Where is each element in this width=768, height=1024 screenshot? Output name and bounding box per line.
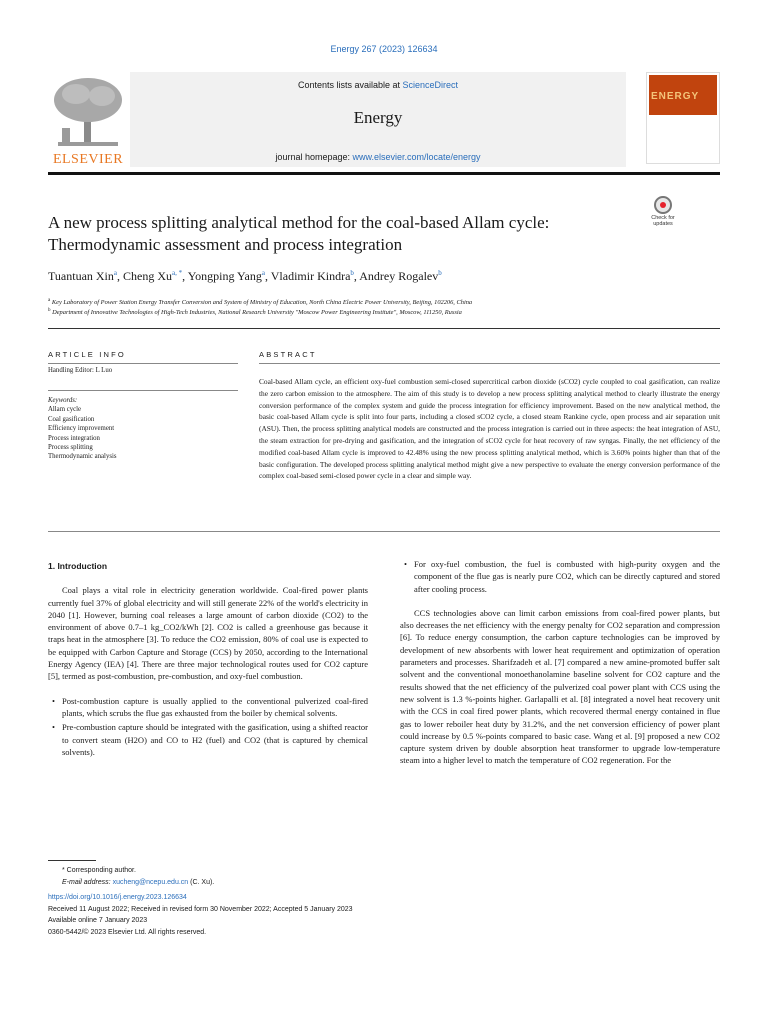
- paragraph: Coal plays a vital role in electricity generation worldwide. Coal-fired power plants currently fuel 37% of global electricity and will still generate 22% of the world's electricity in 2040 [1]. However, burning coal releases a large amount of carbon dioxide (CO2) to the environment of above 0.7–1 kg_CO2/kWh [2]. CO2 is called a greenhouse gas because it traps heat in the atmosphere [3]. To reduce the CO2 emission, 80% of coal use is expected to be equipped with Carbon Capture and Storage (CCS) by 2050, according to the International Energy Agency (IEA) [4]. There are three major technological routes used for CO2 capture [5], termed as post-combustion, pre-combustion, and oxy-fuel combustion.: [48, 585, 368, 682]
- email-link[interactable]: xucheng@ncepu.edu.cn: [112, 878, 189, 886]
- received-dates: Received 11 August 2022; Received in revised form 30 November 2022; Accepted 5 January 2023: [48, 905, 353, 913]
- tree-icon: [48, 72, 128, 152]
- article-info-divider: [48, 363, 238, 364]
- bullet-list: [48, 695, 368, 758]
- keyword: Process splitting: [48, 444, 93, 452]
- author-affil-mark[interactable]: b: [350, 269, 354, 277]
- abstract-bottom-divider: [48, 531, 720, 532]
- copyright: 0360-5442/© 2023 Elsevier Ltd. All rights reserved.: [48, 928, 207, 936]
- author-affil-mark[interactable]: a: [261, 269, 265, 277]
- affiliation: [48, 306, 720, 317]
- corresponding-author-note: * Corresponding author.: [62, 867, 136, 874]
- journal-info-box: [130, 72, 626, 167]
- doi-link[interactable]: https://doi.org/10.1016/j.energy.2023.126634: [48, 894, 187, 902]
- footnote-divider: [48, 860, 96, 861]
- author-name[interactable]: Andrey Rogalev: [359, 269, 439, 283]
- check-for-updates-button[interactable]: [648, 196, 678, 232]
- contents-prefix: Contents lists available at: [297, 80, 403, 90]
- journal-name: Energy: [353, 108, 403, 127]
- author-affil-mark[interactable]: b: [438, 269, 442, 277]
- bullet-item: • Pre-combustion capture should be integrated with the gasification, using a shifted reactor to convert steam (H2O) and CO to H2 (fuel) and CO2 (that is captured by chemical solvents).: [48, 721, 368, 758]
- abstract-divider: [259, 363, 720, 364]
- homepage-prefix: journal homepage:: [275, 152, 353, 162]
- check-updates-label: Check for updates: [651, 215, 675, 227]
- email-line: [48, 877, 720, 889]
- contents-line: [130, 80, 626, 90]
- affiliation-mark: b: [48, 308, 51, 313]
- article-info: [48, 366, 238, 381]
- cover-title: ENERGY: [651, 91, 700, 102]
- journal-header: [48, 72, 720, 170]
- author-affil-mark[interactable]: a: [113, 269, 118, 277]
- affiliation-text: Department of Innovative Technologies of High-Tech Industries, National Research University "Moscow Power Engineering Institute", Moscow, 111250, Russia: [52, 309, 462, 317]
- elsevier-wordmark: ELSEVIER: [52, 152, 124, 167]
- abstract-heading: ABSTRACT: [259, 350, 317, 359]
- email-suffix: (C. Xu).: [188, 878, 215, 886]
- author-affil-mark[interactable]: a, *: [172, 269, 183, 277]
- bullet-item: • Post-combustion capture is usually applied to the conventional pulverized coal-fired plants, which scrubs the flue gas exhausted from the boiler by chemical solvents.: [48, 695, 368, 720]
- article-title: A new process splitting analytical method for the coal-based Allam cycle: Thermodynamic assessment and process integration: [48, 213, 550, 254]
- journal-cover-thumbnail[interactable]: [646, 72, 720, 164]
- body-column-right: [400, 558, 720, 779]
- handling-editor: Handling Editor: L Luo: [48, 367, 113, 374]
- check-updates-icon: [654, 196, 672, 214]
- bullet-item: • For oxy-fuel combustion, the fuel is combusted with high-purity oxygen and the component of the flue gas is nearly pure CO2, which can be directly captured and stored after cooling process.: [400, 558, 720, 595]
- keywords-label: Keywords:: [48, 397, 78, 404]
- affiliation-text: Key Laboratory of Power Station Energy Transfer Conversion and System of Ministry of Education, North China Electric Power University, Beijing, 102206, China: [51, 299, 473, 307]
- keywords-divider: [48, 390, 238, 391]
- author-list: Tuantuan Xin$^a$, Cheng $Xu^{a, *}$, Yongping Yang$^a$, Vladimir Kindra$^b$, Andrey Rogalev$^b$: [48, 269, 442, 283]
- section-heading: 1. Introduction: [48, 561, 108, 571]
- keyword: Coal gasification: [48, 415, 95, 423]
- keyword: Process integration: [48, 434, 100, 442]
- email-label: E-mail address:: [62, 878, 113, 886]
- keyword: Thermodynamic analysis: [48, 453, 117, 461]
- sciencedirect-link[interactable]: ScienceDirect: [402, 80, 459, 90]
- keyword: Allam cycle: [48, 406, 82, 414]
- homepage-link[interactable]: www.elsevier.com/locate/energy: [352, 152, 481, 162]
- journal-reference[interactable]: Energy 267 (2023) 126634: [330, 44, 438, 54]
- section-divider: [48, 328, 720, 329]
- author-name[interactable]: Cheng Xu: [123, 269, 173, 283]
- author-name[interactable]: Yongping Yang: [187, 269, 262, 283]
- body-column-left: [48, 558, 368, 770]
- keyword: Efficiency improvement: [48, 425, 115, 433]
- author-name[interactable]: Vladimir Kindra: [270, 269, 351, 283]
- available-online: Available online 7 January 2023: [48, 917, 148, 925]
- affiliation-mark: a: [48, 298, 51, 303]
- paragraph: CCS technologies above can limit carbon emissions from coal-fired power plants, but also decreases the net efficiency with the energy penalty for CO2 separation and compression [6]. To reduce energy consumption, the carbon capture technologies can be improved by development of new absorbents with lower heat requirement and optimization of operation parameters and processes. Sharifzadeh et al. [7] compared a new amine-promoted buffer salt solvent and the conventional monoethanolamine baseline solvent for CO2 capture and the results showed that the net efficiency of the pulverized coal power plant with CCS using the new solvent is 1.3 %-points higher. Garlapalli et al. [8] integrated a novel heat recovery unit with the CCS in coal fired power plants, which recovered thermal energy contained in flue gas to lower reboiler heat duty by 31.2%, and the net conversion efficiency of power plant could increase by 0.5 %-points compared to basic case. Wang et al. [9] proposed a new CO2 capture system driven by double absorption heat transformer to upgrade low-temperature steam into a higher level to match the temperature of CO2 regeneration. For the: [400, 607, 720, 766]
- keywords-block: [48, 396, 238, 462]
- homepage-line: [130, 152, 626, 162]
- author-name[interactable]: Tuantuan Xin: [48, 269, 114, 283]
- footnotes: [48, 865, 720, 939]
- bullet-list: [400, 558, 720, 595]
- header-divider: [48, 172, 720, 175]
- article-info-heading: ARTICLE INFO: [48, 350, 126, 359]
- abstract-text: Coal-based Allam cycle, an efficient oxy-fuel combustion semi-closed supercritical carbon dioxide (sCO2) cycle coupled to coal gasification, can realize the zero carbon emission to the atmosphere. The aim of this study is to develop a new process splitting analytical method to clearly illustrate the energy conversion performance of the complex system and guide the process integration for efficiency improvement. Based on the new analytical method, the basic coal-based Allam cycle is split into four parts, including a closed sCO2 cycle, a closed steam Rankine cycle, open process and air separation unit (ASU). Then, the process splitting analytical models are constructed and the process integration is carried out in three aspects: the heat integration of ASU, the steam extraction for pre-drying and gasification, and the integration of sCO2 cycle for heat recovery of raw syngas. Finally, the net efficiency of the modified coal-based Allam cycle is improved to 42.48% using the new process splitting analytical method, which is 3.60% points higher than that of the basic configuration. The developed process splitting analytical method might give a new perspective to evaluate the energy conversion performance of the complex coal-based semi-closed power cycle in a clear and simple way.: [259, 377, 720, 481]
